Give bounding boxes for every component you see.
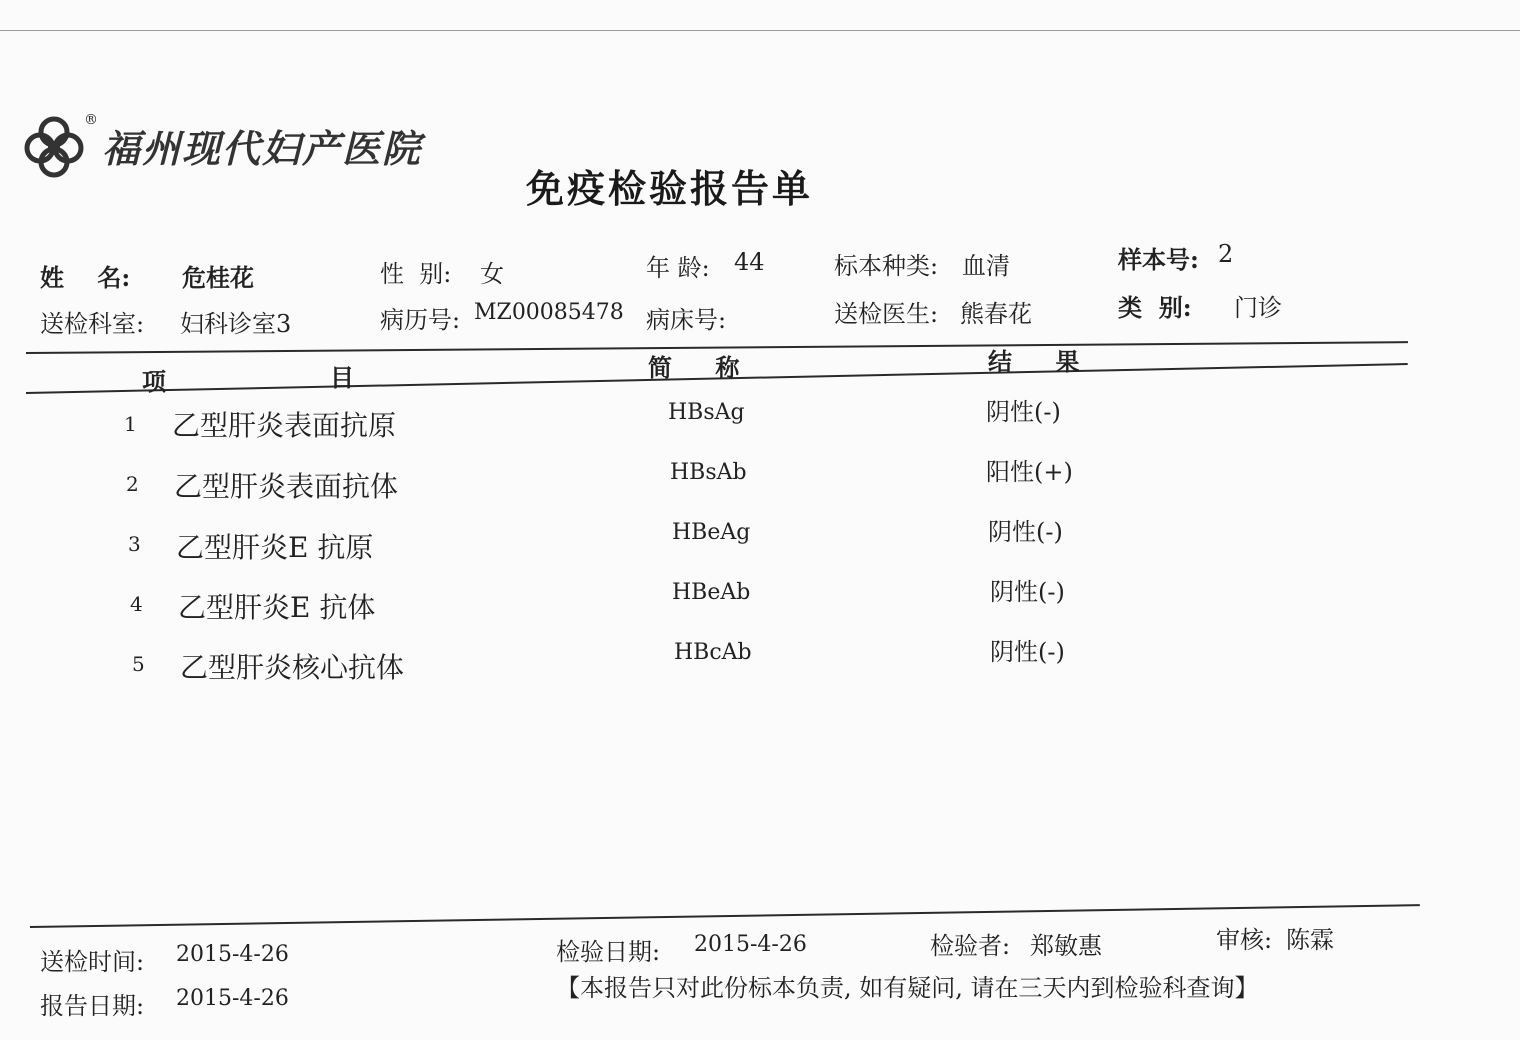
patient-sex: 女 [480,260,504,288]
item-abbr: HBeAb [672,580,751,605]
submit-time-label: 送检时间: [40,948,145,976]
reviewer: 陈霖 [1286,926,1334,954]
header-abbr: 简 称 [648,353,742,382]
doctor: 熊春花 [960,300,1032,328]
dept-label: 送检科室: [40,310,145,338]
sample-no: 2 [1218,240,1234,268]
patient-name: 危桂花 [182,263,254,292]
row-number: 5 [132,652,145,676]
header-result: 结 果 [988,347,1082,376]
sample-no-label: 样本号: [1118,245,1199,274]
registered-mark: ® [84,112,98,128]
record-no-label: 病历号: [380,306,461,334]
item-result: 阴性(-) [988,518,1063,546]
item-abbr: HBcAb [674,640,752,665]
submit-time: 2015-4-26 [176,942,289,967]
record-no: MZ00085478 [474,300,624,325]
item-abbr: HBsAb [670,460,747,485]
item-result: 阴性(-) [990,578,1065,606]
report-date: 2015-4-26 [176,986,289,1011]
row-number: 3 [128,532,141,556]
bed-no-label: 病床号: [646,306,727,334]
test-date-label: 检验日期: [556,938,661,966]
item-name: 乙型肝炎核心抗体 [180,651,405,684]
patient-age: 44 [734,248,765,276]
tester: 郑敏惠 [1030,932,1102,960]
category: 门诊 [1234,294,1282,322]
item-name: 乙型肝炎E 抗原 [176,531,374,564]
report-notice: 【本报告只对此份标本负责, 如有疑问, 请在三天内到检验科查询】 [556,974,1259,1002]
item-abbr: HBsAg [668,400,745,425]
item-abbr: HBeAg [672,520,751,545]
header-item-a: 项 [142,367,168,396]
tester-label: 检验者: [930,932,1011,960]
footer-rule [30,904,1420,928]
sex-label: 性 别: [380,260,452,288]
test-date: 2015-4-26 [694,932,807,957]
row-number: 1 [124,412,137,436]
item-name: 乙型肝炎表面抗体 [174,470,399,503]
dept: 妇科诊室3 [180,310,292,338]
category-label: 类 别: [1118,293,1192,322]
paper-top-edge [0,30,1520,31]
name-label: 姓 名: [40,263,131,292]
item-result: 阴性(-) [990,638,1065,666]
row-number: 4 [130,592,143,616]
doctor-label: 送检医生: [834,300,939,328]
reviewer-label: 审核: [1216,926,1273,954]
specimen-type: 血清 [962,252,1010,280]
age-label: 年 龄: [646,254,710,282]
row-number: 2 [126,472,139,496]
item-name: 乙型肝炎表面抗原 [172,409,397,442]
report-date-label: 报告日期: [40,992,145,1020]
item-result: 阴性(-) [986,398,1061,426]
specimen-type-label: 标本种类: [834,252,939,280]
header-item-b: 目 [330,363,356,392]
hospital-logo-icon [22,112,86,178]
hospital-name: 福州现代妇产医院 [102,126,423,171]
item-result: 阳性(+) [986,458,1073,486]
report-title: 免疫检验报告单 [526,166,814,211]
item-name: 乙型肝炎E 抗体 [178,591,376,624]
